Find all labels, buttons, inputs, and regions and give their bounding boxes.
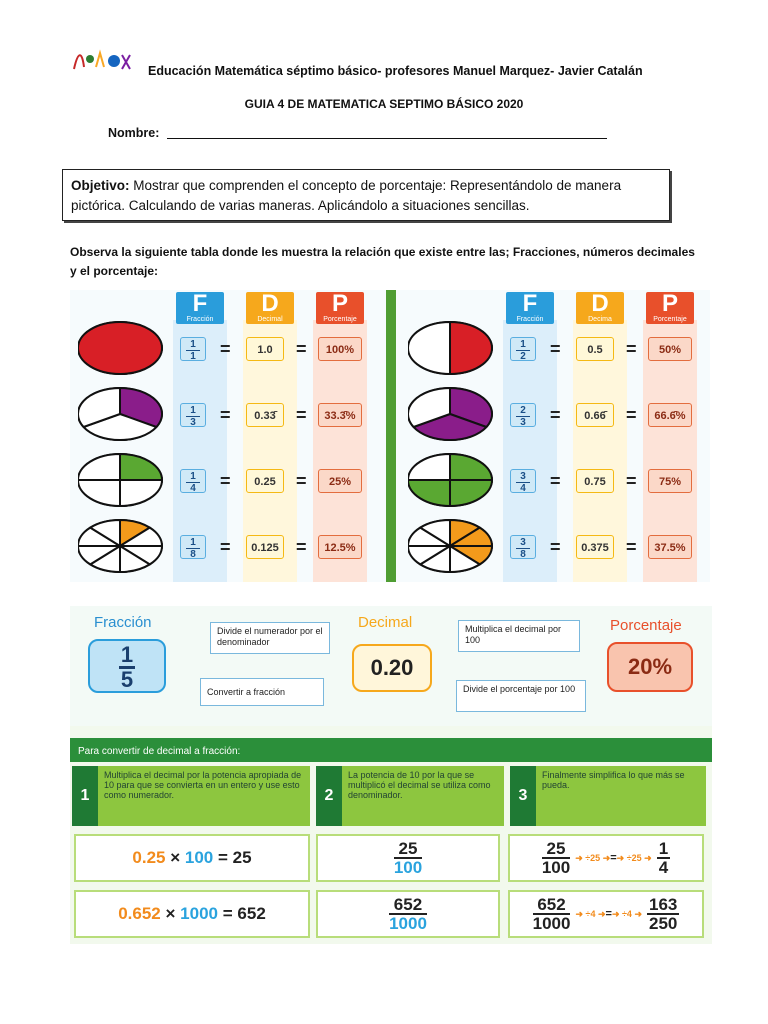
step-1 xyxy=(72,766,310,826)
decimal-value: 0.652 xyxy=(118,904,161,923)
step-text: Multiplica el decimal por la potencia apropiada de 10 para que se convierta en un entero y use esto como numerador. xyxy=(104,770,302,800)
equals-sign: = xyxy=(220,339,231,359)
numerator: 25 xyxy=(542,840,570,859)
decimal-cell: 0.75 xyxy=(576,469,614,493)
equals-sign: = xyxy=(626,537,637,557)
decimal-cell: 0.25 xyxy=(246,469,284,493)
fraction-circle-icon xyxy=(78,452,164,512)
table-row xyxy=(400,452,718,514)
name-label: Nombre: xyxy=(108,126,163,140)
table-row xyxy=(70,386,388,448)
decimal-cell: 0.125 xyxy=(246,535,284,559)
equals-sign: = xyxy=(626,471,637,491)
arrow-percent-to-decimal: Divide el porcentaje por 100 xyxy=(456,680,586,712)
power-of-ten: 100 xyxy=(184,848,214,867)
divide-label: ÷4 xyxy=(585,908,596,919)
conversion-diagram xyxy=(70,606,712,726)
times-sign: × xyxy=(170,848,181,867)
header-label: Porcentaje xyxy=(653,316,687,323)
denominator: 1000 xyxy=(532,914,571,933)
numerator: 652 xyxy=(533,896,571,915)
header-letter: P xyxy=(661,290,678,317)
decimal-to-fraction-panel xyxy=(70,726,712,944)
step-3 xyxy=(510,766,706,826)
header-letter: P xyxy=(331,290,348,317)
denominator: 100 xyxy=(541,858,571,877)
fraction-cell: 1 8 xyxy=(180,535,206,559)
fraction-circle-icon xyxy=(408,518,494,578)
decimal-value: 0.25 xyxy=(132,848,166,867)
fraction-cell: 1 3 xyxy=(180,403,206,427)
table-row xyxy=(400,386,718,448)
denominator: 1000 xyxy=(389,914,427,933)
header-label: Decima xyxy=(588,316,612,323)
fraction-circle-icon xyxy=(408,452,494,512)
header-letter: D xyxy=(591,290,609,317)
decimal-cell: 0.5 xyxy=(576,337,614,361)
equals-sign: = xyxy=(296,339,307,359)
name-field xyxy=(108,126,607,140)
example-2-fraction xyxy=(316,890,500,938)
equals-sign: = xyxy=(550,339,561,359)
fraction-circle-icon xyxy=(408,386,494,446)
objective-text: Mostrar que comprenden el concepto de porcentaje: Representándolo de manera pictórica. Calculando de varias maneras. Aplicándolo a situaciones sencillas. xyxy=(71,178,622,213)
decimal-cell: 0.33̄ xyxy=(246,403,284,427)
decimal-label: Decimal xyxy=(358,614,413,631)
divide-label: ÷25 xyxy=(585,852,601,863)
arrow-fraction-to-decimal: Divide el numerador por el denominador xyxy=(210,622,330,654)
objective-box xyxy=(62,169,670,221)
fraction-cell: 1 1 xyxy=(180,337,206,361)
table-row xyxy=(400,320,718,382)
table-divider xyxy=(386,290,396,582)
percent-cell: 100% xyxy=(318,337,362,361)
percent-cell: 12.5% xyxy=(318,535,362,559)
percent-cell: 50% xyxy=(648,337,692,361)
numerator: 25 xyxy=(394,840,422,859)
step-number: 3 xyxy=(510,766,536,826)
fraction-circle-icon xyxy=(408,320,494,380)
fraction-cell: 1 2 xyxy=(510,337,536,361)
numerator: 652 xyxy=(389,896,427,915)
simplified-denominator: 250 xyxy=(648,914,678,933)
header-label: Decimal xyxy=(257,316,283,323)
arrow-decimal-to-fraction: Convertir a fracción xyxy=(200,678,324,706)
fraction-cell: 3 4 xyxy=(510,469,536,493)
header-letter: D xyxy=(261,290,279,317)
header-letter: F xyxy=(192,290,208,317)
example-1-fraction xyxy=(316,834,500,882)
guide-title: GUIA 4 DE MATEMATICA SEPTIMO BÁSICO 2020 xyxy=(244,97,524,111)
school-logo xyxy=(70,47,134,77)
simplified-numerator: 1 xyxy=(658,839,669,858)
table-row xyxy=(70,320,388,382)
result: 25 xyxy=(232,848,252,867)
equals-sign: = xyxy=(220,537,231,557)
equals-sign: = xyxy=(626,339,637,359)
equals-sign: = xyxy=(550,537,561,557)
times-sign: × xyxy=(165,904,176,923)
table-row xyxy=(70,518,388,580)
decimal-cell: 0.375 xyxy=(576,535,614,559)
fraction-cell: 3 8 xyxy=(510,535,536,559)
percent-cell: 66.6̄% xyxy=(648,403,692,427)
equals-sign: = xyxy=(222,904,233,923)
step-number: 2 xyxy=(316,766,342,826)
result: 652 xyxy=(237,904,266,923)
fraction-table xyxy=(70,290,710,582)
table-right-half xyxy=(400,290,718,582)
equals-sign: = xyxy=(296,537,307,557)
equals-sign: = xyxy=(550,471,561,491)
observe-instruction: Observa la siguiente tabla donde les muestra la relación que existe entre las; Fracciones, números decimales y el porcentaje: xyxy=(70,245,695,278)
percent-cell: 33.3̄% xyxy=(318,403,362,427)
header-label: Fracción xyxy=(516,316,544,323)
percent-label: Porcentaje xyxy=(610,617,682,634)
percent-box: 20% xyxy=(607,642,693,692)
name-blank-line xyxy=(167,138,607,139)
power-of-ten: 1000 xyxy=(180,904,218,923)
fraction-circle-icon xyxy=(78,518,164,578)
percent-cell: 37.5% xyxy=(648,535,692,559)
step-text: Finalmente simplifica lo que más se pueda. xyxy=(542,770,685,790)
decimal-to-fraction-title: Para convertir de decimal a fracción: xyxy=(70,738,712,762)
divide-label: ÷4 xyxy=(621,908,632,919)
fraction-circle-icon xyxy=(78,320,164,380)
course-title: Educación Matemática séptimo básico- profesores Manuel Marquez- Javier Catalán xyxy=(148,64,643,78)
fraction-box xyxy=(88,639,166,693)
example-2-multiply xyxy=(74,890,310,938)
header-label: Fracción xyxy=(186,316,214,323)
fraction-circle-icon xyxy=(78,386,164,446)
simplified-numerator: 163 xyxy=(648,895,678,914)
example-1-multiply xyxy=(74,834,310,882)
step-2 xyxy=(316,766,504,826)
step-text: La potencia de 10 por la que se multiplicó el decimal se utiliza como denominador. xyxy=(348,770,491,800)
decimal-box: 0.20 xyxy=(352,644,432,692)
table-left-half xyxy=(70,290,388,582)
equals-sign: = xyxy=(550,405,561,425)
decimal-cell: 1.0 xyxy=(246,337,284,361)
divide-label: ÷25 xyxy=(626,852,642,863)
equals-sign: = xyxy=(296,405,307,425)
fraction-label: Fracción xyxy=(94,614,152,631)
percent-cell: 25% xyxy=(318,469,362,493)
simplified-denominator: 4 xyxy=(658,858,669,877)
equals-sign: = xyxy=(218,848,228,867)
fraction-numerator: 1 xyxy=(120,642,134,667)
decimal-cell: 0.66̄ xyxy=(576,403,614,427)
equals-sign: = xyxy=(626,405,637,425)
equals-sign: = xyxy=(296,471,307,491)
example-1-simplify: $\frac{25}{100}$ ➜ ÷25 ➜=➜ ÷25 ➜ $\frac{1}{4}$ xyxy=(508,834,704,882)
step-number: 1 xyxy=(72,766,98,826)
header-label: Porcentaje xyxy=(323,316,357,323)
example-2-simplify: $\frac{652}{1000}$ ➜ ÷4 ➜=➜ ÷4 ➜ $\frac{163}{250}$ xyxy=(508,890,704,938)
fraction-cell: 2 3 xyxy=(510,403,536,427)
equals-sign: = xyxy=(220,405,231,425)
fraction-denominator: 5 xyxy=(120,667,134,692)
denominator: 100 xyxy=(393,858,423,877)
equals-sign: = xyxy=(220,471,231,491)
table-row xyxy=(400,518,718,580)
arrow-decimal-to-percent: Multiplica el decimal por 100 xyxy=(458,620,580,652)
table-row xyxy=(70,452,388,514)
fraction-cell: 1 4 xyxy=(180,469,206,493)
percent-cell: 75% xyxy=(648,469,692,493)
header-letter: F xyxy=(522,290,538,317)
objective-label: Objetivo: xyxy=(71,178,130,193)
